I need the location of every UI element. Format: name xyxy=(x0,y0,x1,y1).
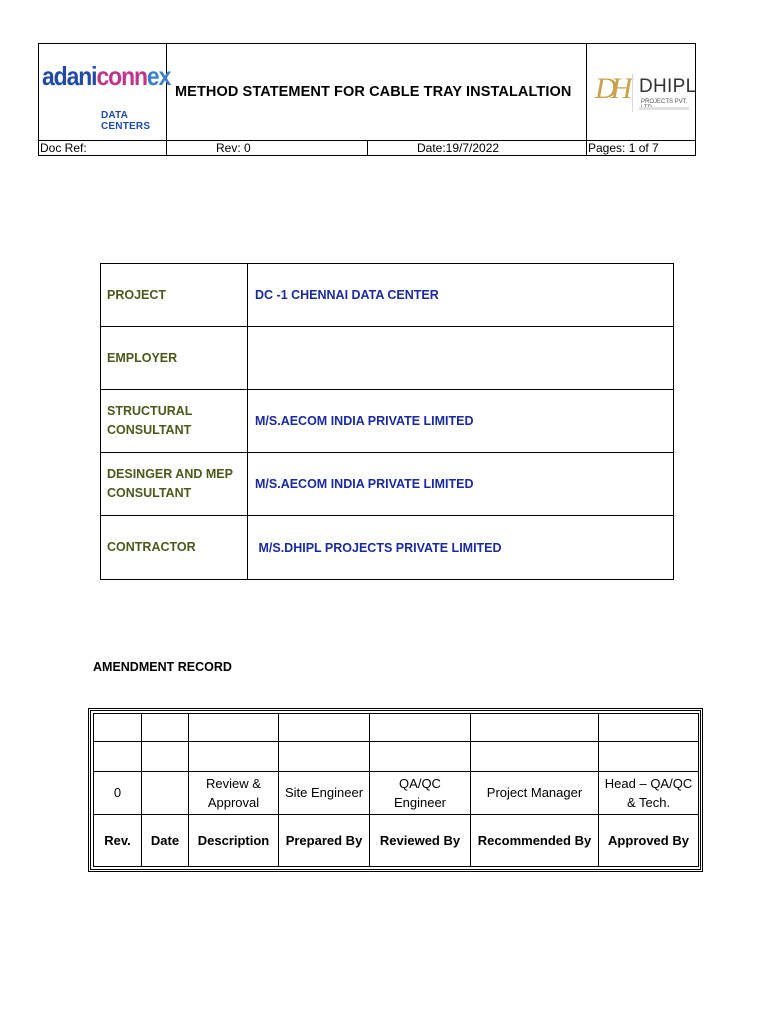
amendment-record-table xyxy=(88,708,703,872)
row-value: M/S.DHIPL PROJECTS PRIVATE LIMITED xyxy=(255,540,502,555)
row-value: DC -1 CHENNAI DATA CENTER xyxy=(255,288,439,302)
column-header: Approved By xyxy=(599,814,699,866)
table-row xyxy=(101,516,673,579)
row-label: PROJECT xyxy=(101,264,248,326)
row-label: EMPLOYER xyxy=(101,327,248,389)
table-cell: 0 xyxy=(94,772,142,814)
table-cell: Review & Approval xyxy=(189,772,279,814)
table-row xyxy=(101,264,673,327)
table-row xyxy=(101,390,673,453)
dh-monogram-icon: DH xyxy=(595,72,627,105)
column-header: Prepared By xyxy=(279,814,370,866)
row-value: M/S.AECOM INDIA PRIVATE LIMITED xyxy=(255,477,474,491)
revision: Rev: 0 xyxy=(167,141,368,156)
page-count: Pages: 1 of 7 xyxy=(588,141,659,155)
row-value: M/S.AECOM INDIA PRIVATE LIMITED xyxy=(255,414,474,428)
adaniconnex-logo: adaniconnex DATA CENTERS xyxy=(39,44,167,140)
row-label: CONTRACTOR xyxy=(101,516,248,579)
column-header: Description xyxy=(189,814,279,866)
table-header-row xyxy=(94,814,699,866)
doc-ref: Doc Ref: xyxy=(39,141,167,156)
column-header: Reviewed By xyxy=(370,814,471,866)
dhipl-logo xyxy=(587,44,695,140)
document-header xyxy=(38,43,696,156)
logo-subtitle: DATA CENTERS xyxy=(101,110,151,132)
table-row xyxy=(94,714,699,742)
document-meta-row xyxy=(39,140,695,156)
amendment-record-title: AMENDMENT RECORD xyxy=(93,660,232,674)
table-cell xyxy=(142,772,189,814)
column-header: Rev. xyxy=(94,814,142,866)
table-cell: Site Engineer xyxy=(279,772,370,814)
document-title: METHOD STATEMENT FOR CABLE TRAY INSTALALTION xyxy=(167,44,587,140)
column-header: Recommended By xyxy=(471,814,599,866)
table-cell: Project Manager xyxy=(471,772,599,814)
dhipl-name: DHIPL xyxy=(639,76,697,97)
table-row xyxy=(101,453,673,516)
column-header: Date xyxy=(142,814,189,866)
project-info-table xyxy=(100,263,674,580)
row-value xyxy=(249,327,673,389)
table-row xyxy=(101,327,673,390)
dhipl-subtitle: PROJECTS PVT. xyxy=(641,99,688,105)
document-date: Date:19/7/2022 xyxy=(368,141,587,156)
table-row xyxy=(94,742,699,772)
table-row xyxy=(94,772,699,814)
table-cell: Head – QA/QC & Tech. xyxy=(599,772,699,814)
table-cell: QA/QC Engineer xyxy=(370,772,471,814)
row-label: DESINGER AND MEP CONSULTANT xyxy=(101,453,248,515)
row-label: STRUCTURAL CONSULTANT xyxy=(101,390,248,452)
